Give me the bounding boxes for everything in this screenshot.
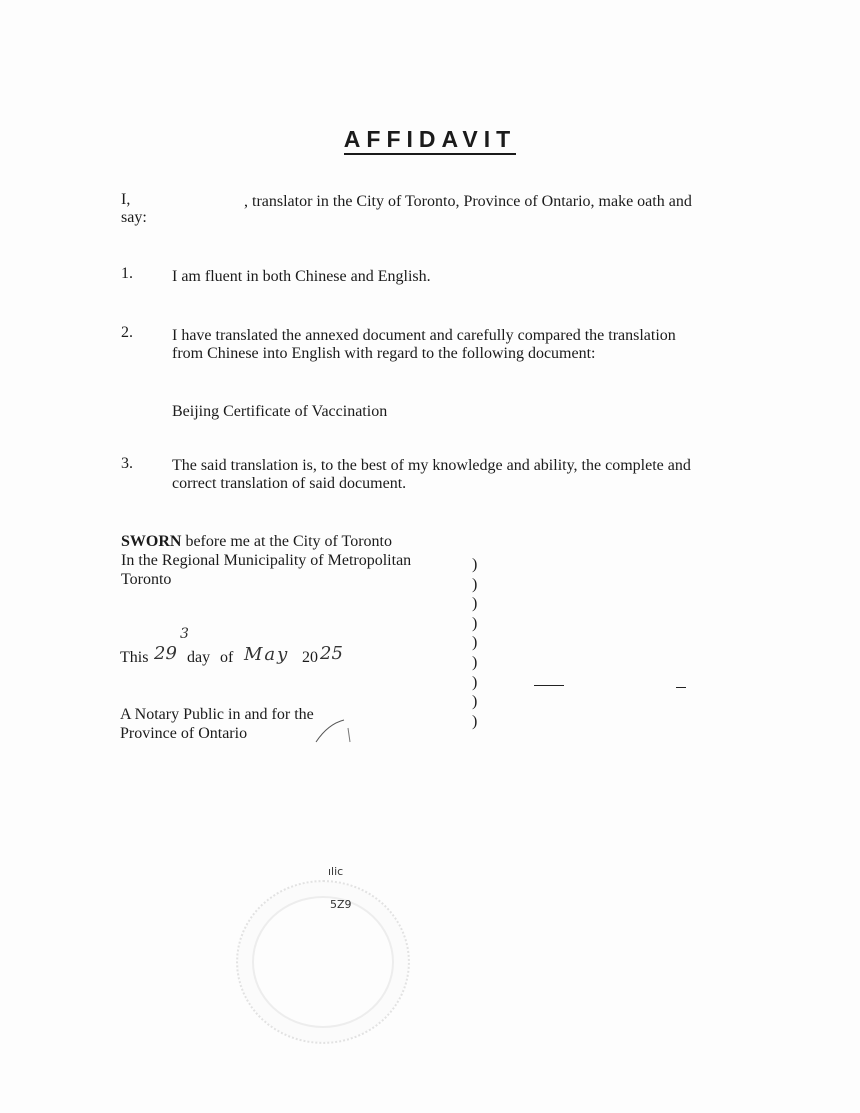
document-title: AFFIDAVIT — [0, 126, 860, 153]
signature-line — [534, 685, 564, 686]
stamp-text-2: 5Z9 — [330, 898, 352, 911]
paren: ) — [472, 712, 478, 730]
intro-continuation: say: — [121, 209, 147, 226]
item-3-line-1: The said translation is, to the best of my knowledge and ability, the complete and — [172, 457, 691, 474]
item-2-line-2: from Chinese into English with regard to the following document: — [172, 345, 596, 362]
date-year-printed: 20 — [302, 649, 318, 666]
notary-signature-mark — [314, 716, 358, 746]
paren: ) — [472, 614, 478, 632]
item-2-line-1: I have translated the annexed document and carefully compared the translation — [172, 327, 676, 344]
translated-document-name: Beijing Certificate of Vaccination — [172, 403, 388, 420]
jurat-municipality-line: In the Regional Municipality of Metropolitan — [121, 552, 412, 569]
jurat-parentheses-column — [472, 555, 477, 731]
handwritten-day-correction: 3 — [180, 626, 189, 642]
notary-line-2: Province of Ontario — [120, 725, 248, 742]
notary-line-1: A Notary Public in and for the — [120, 706, 314, 723]
item-3-line-2: correct translation of said document. — [172, 475, 407, 492]
item-3-number: 3. — [121, 455, 133, 472]
handwritten-year: 25 — [320, 643, 343, 664]
paren: ) — [472, 595, 478, 613]
intro-text: , translator in the City of Toronto, Province of Ontario, make oath and — [244, 193, 692, 210]
item-2-number: 2. — [121, 324, 133, 341]
handwritten-day: 29 — [154, 643, 177, 664]
stamp-text-1: ılic — [328, 865, 344, 878]
jurat-city-line: Toronto — [121, 571, 172, 588]
date-of-label: of — [220, 649, 234, 666]
date-this-label: This — [120, 649, 149, 666]
notary-seal-watermark — [236, 880, 410, 1044]
item-1-line-1: I am fluent in both Chinese and English. — [172, 268, 431, 285]
handwritten-month: May — [244, 644, 290, 665]
paren: ) — [472, 556, 478, 573]
signature-line-end — [676, 687, 686, 688]
paren: ) — [472, 653, 478, 671]
intro-prefix: I, — [121, 191, 131, 208]
jurat-sworn-line: SWORN before me at the City of Toronto — [121, 533, 392, 550]
paren: ) — [472, 575, 478, 593]
paren: ) — [472, 693, 478, 711]
paren: ) — [472, 634, 478, 652]
date-day-label: day — [187, 649, 211, 666]
item-1-number: 1. — [121, 265, 133, 282]
paren: ) — [472, 673, 478, 691]
